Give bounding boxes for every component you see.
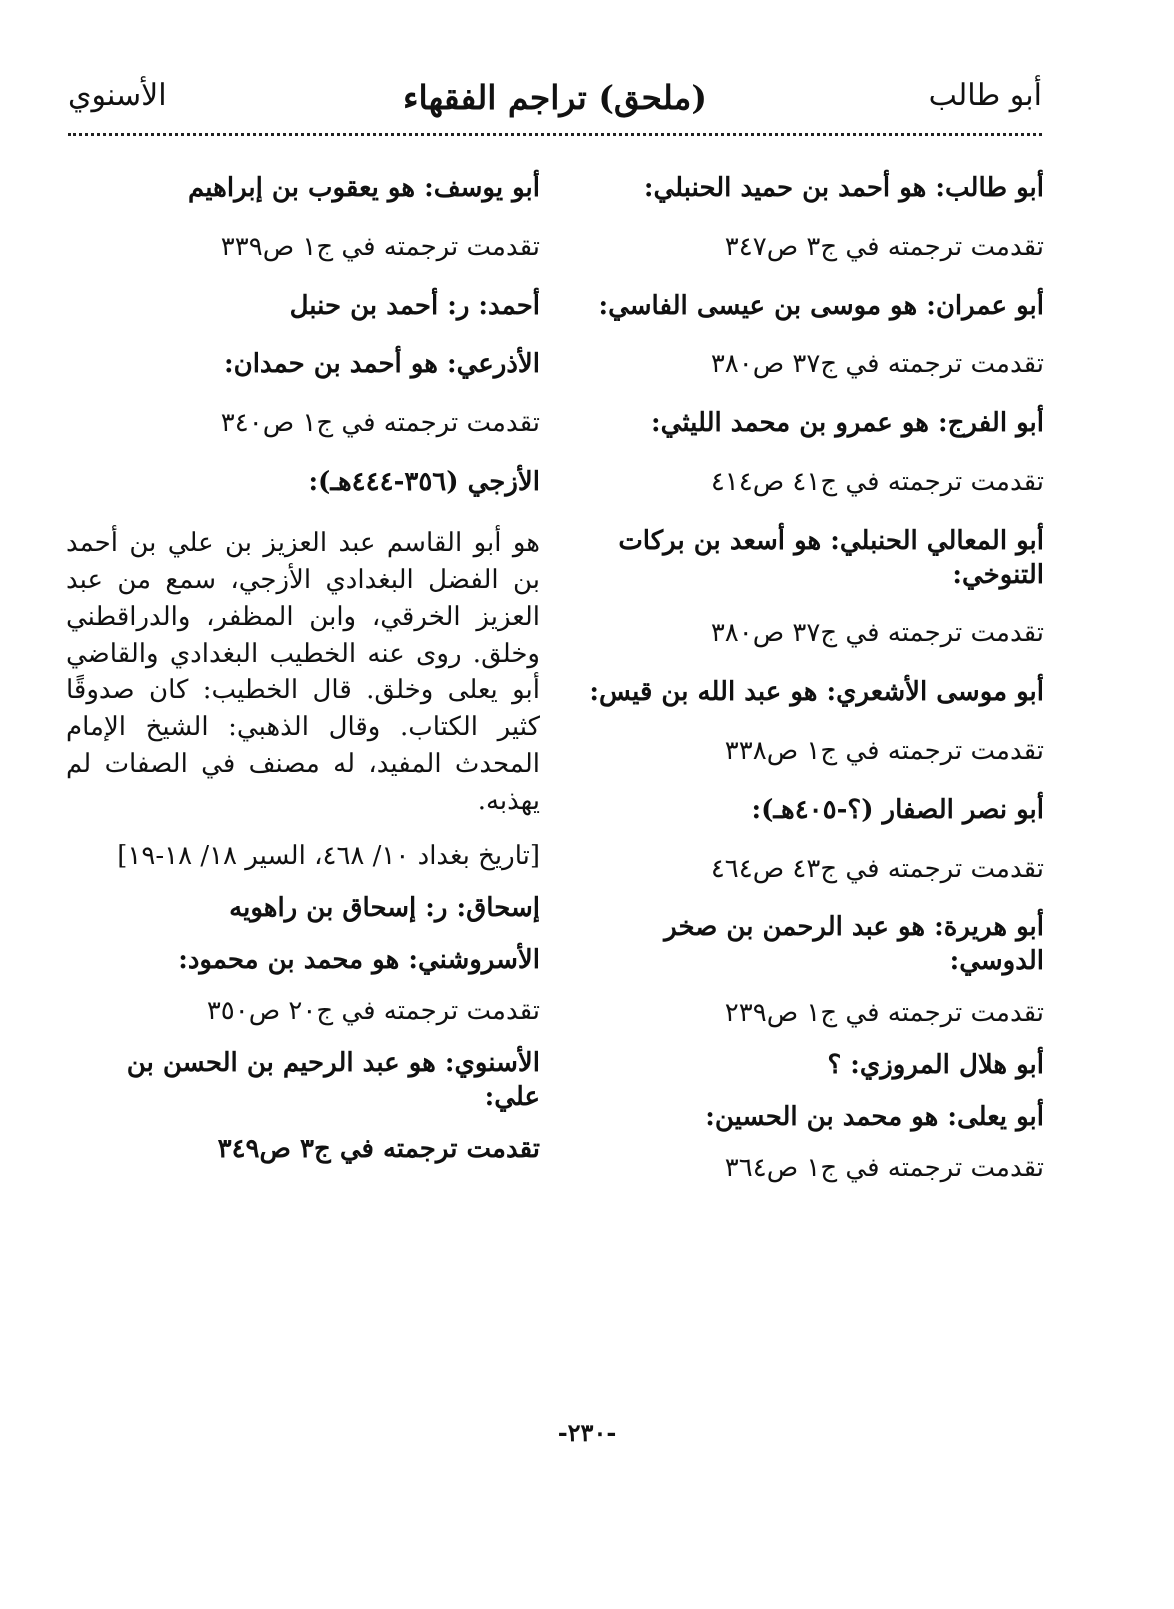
entry <box>66 466 540 874</box>
entry-reference: تقدمت ترجمته في ج٣ ص٣٤٧ <box>724 231 1044 262</box>
entry <box>66 892 540 926</box>
entry-heading: الأزجي (٣٥٦-٤٤٤هـ): <box>308 466 540 497</box>
entry-heading: إسحاق: ر: إسحاق بن راهويه <box>229 892 540 923</box>
entry <box>576 911 1044 1030</box>
running-header <box>68 78 1042 128</box>
entry <box>576 1049 1044 1083</box>
entry-heading: أبو طالب: هو أحمد بن حميد الحنبلي: <box>643 173 1044 203</box>
entry-heading: أبو موسى الأشعري: هو عبد الله بن قيس: <box>589 677 1044 708</box>
entry-reference: تقدمت ترجمته في ج٤٣ ص٤٦٤ <box>710 853 1044 884</box>
entry-reference: تقدمت ترجمته في ج٣٧ ص٣٨٠ <box>710 618 1044 649</box>
entry <box>576 1101 1044 1187</box>
entry-reference: تقدمت ترجمته في ج١ ص٣٤٠ <box>220 408 540 439</box>
entry <box>576 676 1044 769</box>
entry <box>576 407 1044 500</box>
entry-heading: الأذرعي: هو أحمد بن حمدان: <box>224 349 540 380</box>
entry <box>66 348 540 441</box>
right-column <box>576 172 1044 1204</box>
header-last-entry: الأسنوي <box>68 78 167 113</box>
entry-heading: أبو يوسف: هو يعقوب بن إبراهيم <box>187 173 540 203</box>
entry-reference: تقدمت ترجمته في ج١ ص٣٣٩ <box>220 231 540 262</box>
entry-reference: تقدمت ترجمته في ج١ ص٢٣٩ <box>724 997 1044 1028</box>
entry-reference: تقدمت ترجمته في ج٤١ ص٤١٤ <box>710 466 1044 497</box>
entry-heading: أبو هريرة: هو عبد الرحمن بن صخر الدوسي: <box>664 912 1044 977</box>
entry-heading: أبو عمران: هو موسى بن عيسى الفاسي: <box>598 290 1044 321</box>
header-first-entry: أبو طالب <box>928 78 1042 113</box>
entry-reference: تقدمت ترجمته في ج١ ص٣٣٨ <box>724 735 1044 766</box>
entry <box>576 172 1044 265</box>
entry-heading: أبو المعالي الحنبلي: هو أسعد بن بركات التنوخي: <box>618 525 1044 590</box>
header-title: (ملحق) تراجم الفقهاء <box>403 78 707 117</box>
header-dotted-rule <box>68 133 1042 136</box>
source-citation: [تاريخ بغداد ١٠/ ٤٦٨، السير ١٨/ ١٨-١٩] <box>117 841 540 872</box>
entry-heading: الأسروشني: هو محمد بن محمود: <box>178 944 540 975</box>
entry <box>576 794 1044 887</box>
entry-reference: تقدمت ترجمته في ج٢٠ ص٣٥٠ <box>206 996 540 1027</box>
entry <box>576 290 1044 383</box>
entry-reference: تقدمت ترجمته في ج١ ص٣٦٤ <box>724 1153 1044 1184</box>
entry <box>66 172 540 265</box>
entry-reference: تقدمت ترجمته في ج٣٧ ص٣٨٠ <box>710 349 1044 380</box>
entry-heading: أبو الفرج: هو عمرو بن محمد الليثي: <box>651 408 1044 439</box>
entry-heading: أحمد: ر: أحمد بن حنبل <box>289 290 540 321</box>
page-number: -٢٣٠- <box>557 1418 617 1447</box>
entry-heading: أبو هلال المروزي: ؟ <box>827 1049 1044 1080</box>
entry <box>66 944 540 1030</box>
entry <box>576 525 1044 651</box>
entry-heading: أبو يعلى: هو محمد بن الحسين: <box>705 1101 1044 1132</box>
entry-heading: الأسنوي: هو عبد الرحيم بن الحسن بن علي: <box>126 1048 540 1113</box>
entry-reference: تقدمت ترجمته في ج٣ ص٣٤٩ <box>217 1133 540 1164</box>
entry-heading: أبو نصر الصفار (؟-٤٠٥هـ): <box>751 794 1044 825</box>
biography-paragraph: هو أبو القاسم عبد العزيز بن علي بن أحمد بن الفضل البغدادي الأزجي، سمع من عبد العزيز الخرقي، وابن المظفر، والدراقطني وخلق. روى عنه الخطيب البغدادي والقاضي أبو يعلى وخلق. قال الخطيب: كان صدوقًا كثير الكتاب. وقال الذهبي: الشيخ الإمام المحدث المفيد، له مصنف في الصفات لم يهذبه. <box>66 527 540 817</box>
left-column <box>66 172 540 1185</box>
entry <box>66 1047 540 1166</box>
entry <box>66 290 540 324</box>
